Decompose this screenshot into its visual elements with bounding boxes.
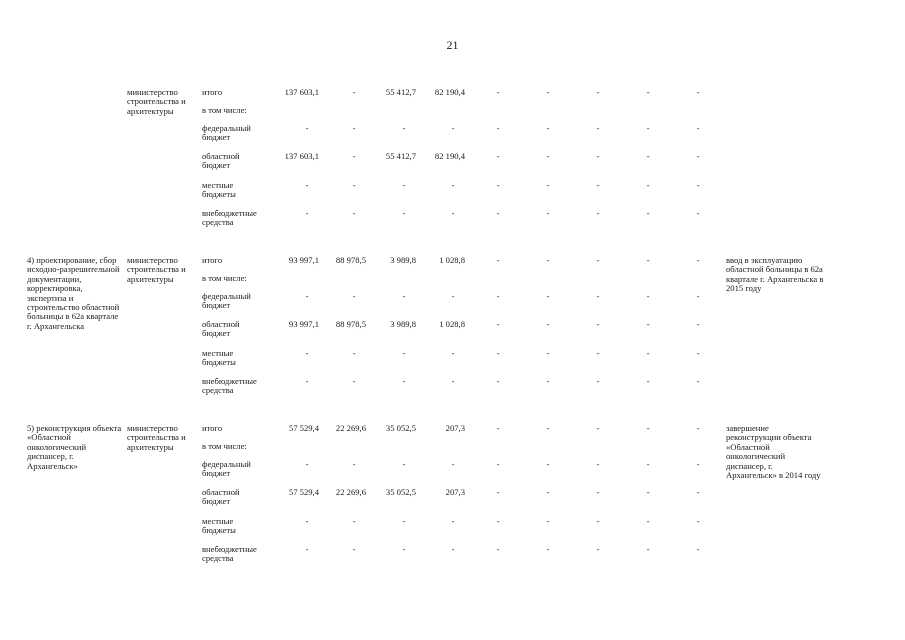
- executor-name: министерство строительства и архитектуры: [127, 87, 186, 116]
- empty-cell: -: [496, 459, 500, 469]
- table-cell: 207,3: [445, 423, 465, 433]
- empty-cell: -: [696, 459, 700, 469]
- funding-source-label: областной бюджет: [202, 487, 240, 507]
- table-cell: -: [352, 208, 356, 218]
- empty-cell: -: [696, 348, 700, 358]
- empty-cell: -: [596, 423, 600, 433]
- empty-cell: -: [646, 151, 650, 161]
- table-cell: -: [305, 348, 309, 358]
- empty-cell: -: [696, 208, 700, 218]
- empty-cell: -: [496, 180, 500, 190]
- table-cell: 88 978,5: [335, 319, 366, 329]
- empty-cell: -: [646, 87, 650, 97]
- empty-cell: -: [696, 544, 700, 554]
- table-cell: -: [402, 459, 406, 469]
- table-cell: 57 529,4: [288, 487, 319, 497]
- empty-cell: -: [696, 291, 700, 301]
- funding-source-label: в том числе:: [202, 105, 247, 115]
- table-cell: 82 190,4: [434, 151, 465, 161]
- table-cell: -: [402, 348, 406, 358]
- table-cell: 22 269,6: [335, 487, 366, 497]
- table-cell: 1 028,8: [439, 255, 465, 265]
- funding-source-label: внебюджетные средства: [202, 376, 257, 396]
- table-cell: -: [352, 151, 356, 161]
- empty-cell: -: [496, 544, 500, 554]
- empty-cell: -: [496, 123, 500, 133]
- executor-name: министерство строительства и архитектуры: [127, 423, 186, 452]
- table-cell: 22 269,6: [335, 423, 366, 433]
- empty-cell: -: [596, 255, 600, 265]
- funding-source-label: местные бюджеты: [202, 348, 236, 368]
- empty-cell: -: [596, 459, 600, 469]
- funding-source-label: федеральный бюджет: [202, 291, 251, 311]
- empty-cell: -: [496, 319, 500, 329]
- empty-cell: -: [546, 423, 550, 433]
- funding-source-label: внебюджетные средства: [202, 544, 257, 564]
- table-cell: -: [352, 516, 356, 526]
- funding-source-label: в том числе:: [202, 441, 247, 451]
- empty-cell: -: [646, 348, 650, 358]
- empty-cell: -: [646, 291, 650, 301]
- table-cell: -: [451, 123, 455, 133]
- empty-cell: -: [496, 423, 500, 433]
- empty-cell: -: [546, 208, 550, 218]
- empty-cell: -: [546, 87, 550, 97]
- table-cell: -: [402, 544, 406, 554]
- table-cell: 57 529,4: [288, 423, 319, 433]
- table-cell: 93 997,1: [288, 319, 319, 329]
- funding-source-label: федеральный бюджет: [202, 459, 251, 479]
- table-cell: 93 997,1: [288, 255, 319, 265]
- empty-cell: -: [546, 151, 550, 161]
- empty-cell: -: [696, 319, 700, 329]
- empty-cell: -: [546, 376, 550, 386]
- table-cell: -: [352, 459, 356, 469]
- table-cell: -: [451, 376, 455, 386]
- table-cell: 137 603,1: [284, 87, 319, 97]
- table-cell: -: [451, 208, 455, 218]
- funding-source-label: местные бюджеты: [202, 180, 236, 200]
- funding-source-label: итого: [202, 87, 223, 97]
- empty-cell: -: [646, 319, 650, 329]
- empty-cell: -: [646, 423, 650, 433]
- table-cell: -: [305, 459, 309, 469]
- empty-cell: -: [696, 255, 700, 265]
- empty-cell: -: [546, 319, 550, 329]
- expected-result: завершение реконструкции объекта «Областной онкологический диспансер, г. Архангельск» в 2014 году: [726, 423, 821, 481]
- table-cell: -: [451, 459, 455, 469]
- empty-cell: -: [646, 459, 650, 469]
- table-cell: -: [352, 544, 356, 554]
- empty-cell: -: [596, 123, 600, 133]
- table-cell: -: [305, 291, 309, 301]
- empty-cell: -: [596, 348, 600, 358]
- empty-cell: -: [496, 151, 500, 161]
- empty-cell: -: [596, 208, 600, 218]
- empty-cell: -: [646, 376, 650, 386]
- table-cell: -: [402, 123, 406, 133]
- table-cell: -: [305, 208, 309, 218]
- executor-name: министерство строительства и архитектуры: [127, 255, 186, 284]
- empty-cell: -: [546, 123, 550, 133]
- empty-cell: -: [696, 180, 700, 190]
- empty-cell: -: [596, 544, 600, 554]
- table-cell: -: [451, 516, 455, 526]
- table-cell: -: [402, 180, 406, 190]
- empty-cell: -: [496, 208, 500, 218]
- empty-cell: -: [646, 208, 650, 218]
- table-cell: 1 028,8: [439, 319, 465, 329]
- empty-cell: -: [596, 516, 600, 526]
- empty-cell: -: [646, 544, 650, 554]
- table-cell: 3 989,8: [390, 319, 416, 329]
- table-cell: -: [352, 123, 356, 133]
- table-cell: 88 978,5: [335, 255, 366, 265]
- empty-cell: -: [646, 255, 650, 265]
- table-cell: -: [402, 516, 406, 526]
- table-cell: 55 412,7: [385, 87, 416, 97]
- empty-cell: -: [596, 291, 600, 301]
- empty-cell: -: [496, 348, 500, 358]
- empty-cell: -: [596, 487, 600, 497]
- empty-cell: -: [496, 487, 500, 497]
- empty-cell: -: [596, 87, 600, 97]
- table-cell: -: [352, 348, 356, 358]
- empty-cell: -: [696, 516, 700, 526]
- empty-cell: -: [496, 376, 500, 386]
- table-cell: -: [402, 291, 406, 301]
- empty-cell: -: [546, 487, 550, 497]
- empty-cell: -: [646, 180, 650, 190]
- funding-source-label: областной бюджет: [202, 319, 240, 339]
- empty-cell: -: [596, 180, 600, 190]
- empty-cell: -: [646, 487, 650, 497]
- funding-source-label: местные бюджеты: [202, 516, 236, 536]
- empty-cell: -: [546, 348, 550, 358]
- table-cell: 35 052,5: [385, 423, 416, 433]
- table-cell: -: [451, 291, 455, 301]
- table-cell: -: [305, 376, 309, 386]
- funding-source-label: внебюджетные средства: [202, 208, 257, 228]
- empty-cell: -: [546, 544, 550, 554]
- table-cell: -: [352, 180, 356, 190]
- empty-cell: -: [646, 516, 650, 526]
- empty-cell: -: [646, 123, 650, 133]
- table-cell: -: [352, 87, 356, 97]
- table-cell: -: [402, 376, 406, 386]
- empty-cell: -: [546, 291, 550, 301]
- empty-cell: -: [496, 255, 500, 265]
- empty-cell: -: [546, 180, 550, 190]
- empty-cell: -: [546, 255, 550, 265]
- empty-cell: -: [496, 516, 500, 526]
- empty-cell: -: [696, 487, 700, 497]
- empty-cell: -: [496, 87, 500, 97]
- page-number: 21: [446, 38, 459, 52]
- empty-cell: -: [546, 516, 550, 526]
- empty-cell: -: [496, 291, 500, 301]
- table-cell: -: [451, 180, 455, 190]
- expected-result: ввод в эксплуатацию областной больницы в 62а квартале г. Архангельска в 2015 году: [726, 255, 824, 294]
- empty-cell: -: [696, 423, 700, 433]
- table-cell: 55 412,7: [385, 151, 416, 161]
- table-cell: -: [352, 291, 356, 301]
- empty-cell: -: [546, 459, 550, 469]
- table-cell: -: [451, 348, 455, 358]
- funding-source-label: в том числе:: [202, 273, 247, 283]
- activity-name: 4) проектирование, сбор исходно-разрешительной документации, корректировка, экспертиза и строительство областной больницы в 62а квартале г. Архангельска: [27, 255, 120, 331]
- table-cell: 82 190,4: [434, 87, 465, 97]
- table-cell: 207,3: [445, 487, 465, 497]
- table-cell: -: [402, 208, 406, 218]
- empty-cell: -: [596, 376, 600, 386]
- empty-cell: -: [696, 376, 700, 386]
- funding-source-label: итого: [202, 255, 223, 265]
- empty-cell: -: [596, 151, 600, 161]
- funding-source-label: федеральный бюджет: [202, 123, 251, 143]
- table-cell: -: [352, 376, 356, 386]
- empty-cell: -: [596, 319, 600, 329]
- table-cell: -: [451, 544, 455, 554]
- funding-source-label: итого: [202, 423, 223, 433]
- table-cell: 3 989,8: [390, 255, 416, 265]
- table-cell: -: [305, 180, 309, 190]
- empty-cell: -: [696, 151, 700, 161]
- funding-source-label: областной бюджет: [202, 151, 240, 171]
- empty-cell: -: [696, 87, 700, 97]
- table-cell: -: [305, 516, 309, 526]
- table-cell: 137 603,1: [284, 151, 319, 161]
- table-cell: 35 052,5: [385, 487, 416, 497]
- activity-name: 5) реконструкция объекта «Областной онкологический диспансер, г. Архангельск»: [27, 423, 122, 471]
- table-cell: -: [305, 123, 309, 133]
- empty-cell: -: [696, 123, 700, 133]
- table-cell: -: [305, 544, 309, 554]
